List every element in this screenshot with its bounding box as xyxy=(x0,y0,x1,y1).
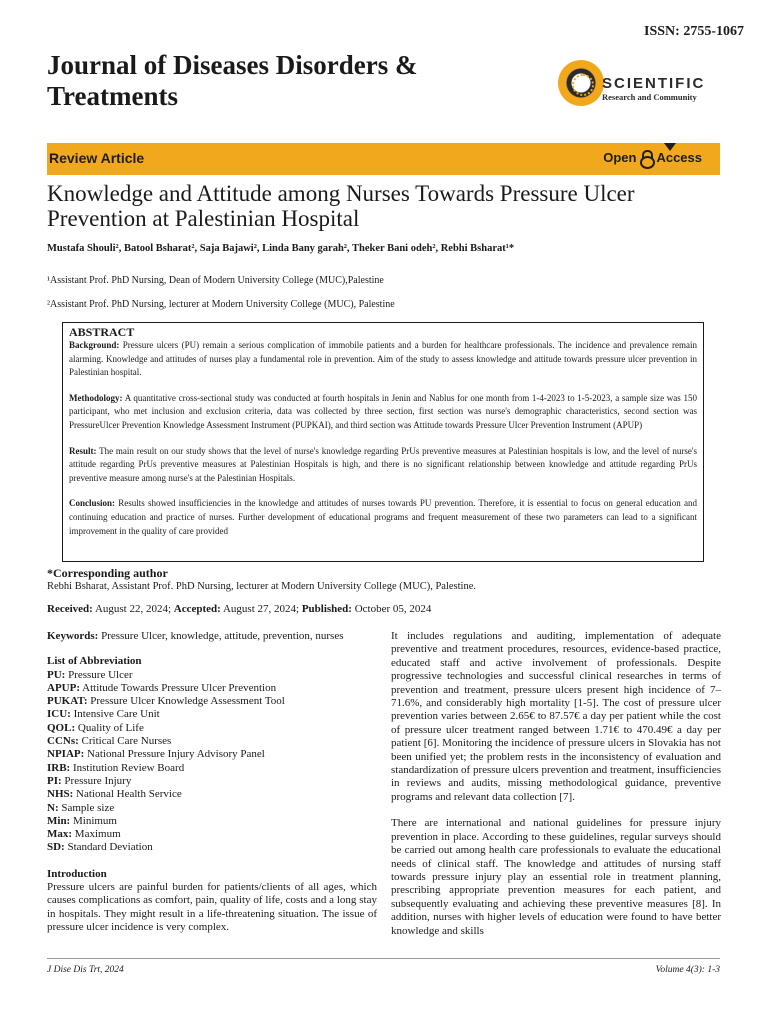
abbr-value: Pressure Ulcer Knowledge Assessment Tool xyxy=(87,695,285,708)
issn: ISSN: 2755-1067 xyxy=(644,24,744,39)
keywords-label: Keywords: xyxy=(47,630,99,642)
abbr-value: Institution Review Board xyxy=(70,761,185,774)
affiliation-2: ²Assistant Prof. PhD Nursing, lecturer at Modern University College (MUC), Palestine xyxy=(47,299,395,310)
journal-title: Journal of Diseases Disorders & Treatments xyxy=(47,50,418,111)
article-title: Knowledge and Attitude among Nurses Towards Pressure Ulcer Prevention at Palestinian Hospital xyxy=(47,181,635,231)
abstract-background xyxy=(69,339,697,380)
abbreviation-item xyxy=(47,735,377,748)
abstract-result xyxy=(69,445,697,486)
abbr-value: National Health Service xyxy=(73,788,182,801)
abbr-key: QOL: xyxy=(47,721,76,734)
publisher-logo[interactable] xyxy=(558,60,728,110)
published-date: October 05, 2024 xyxy=(351,603,432,615)
abbreviation-item xyxy=(47,682,377,695)
logo-wordmark: SCIENTIFIC xyxy=(602,75,706,92)
footer-citation: J Dise Dis Trt, 2024 xyxy=(47,965,124,975)
background-text: Pressure ulcers (PU) remain a serious complication of immobile patients and a burden for healthcare professionals. The incidence and prevalence remain alarming. Knowledge and attitudes of nurses play a fundamental role in prevention. Aim of the study to assess knowledge and attitude towards pressure ulcer prevention in Palestinian hospital. xyxy=(69,340,697,378)
abbr-value: National Pressure Injury Advisory Panel xyxy=(84,748,265,761)
corresponding-author-text: Rebhi Bsharat, Assistant Prof. PhD Nursing, lecturer at Modern University College (MUC), Palestine. xyxy=(47,581,476,592)
abbr-key: IRB: xyxy=(47,761,71,774)
abbr-value: Standard Deviation xyxy=(64,841,153,854)
abbreviation-item xyxy=(47,841,377,854)
abbreviation-item xyxy=(47,762,377,775)
methodology-text: A quantitative cross-sectional study was conducted at fourth hospitals in Jenin and Nablus for one month from 1-4-2023 to 1-5-2023, a sample size was 150 participant, who met inclusion and exclusion criteria, data was collected by three section, first section was nurse's demographic characteristics, second section was PressureUlcer Prevention Knowledge Assessment Instrument (PUPKAI), and third section was Attitude towards Pressure Ulcer Prevention Instrument (APUP) xyxy=(69,392,697,430)
abbreviation-item xyxy=(47,748,377,761)
abbreviation-heading: List of Abbreviation xyxy=(47,655,142,668)
abbr-key: SD: xyxy=(47,841,65,854)
abbreviation-item xyxy=(47,708,377,721)
abbr-value: Maximum xyxy=(72,828,121,841)
abstract-box xyxy=(62,322,704,562)
abbreviation-list xyxy=(47,669,377,855)
abbr-key: PUKAT: xyxy=(47,695,88,708)
abbr-value: Attitude Towards Pressure Ulcer Prevention xyxy=(80,681,277,694)
accepted-label: Accepted: xyxy=(173,603,221,615)
footer-divider xyxy=(47,958,720,959)
abbreviation-item xyxy=(47,669,377,682)
abbr-key: NHS: xyxy=(47,788,74,801)
open-lock-icon xyxy=(640,150,652,165)
keywords xyxy=(47,630,377,643)
footer-volume: Volume 4(3): 1-3 xyxy=(655,965,720,975)
background-label: Background: xyxy=(69,340,120,350)
right-column xyxy=(391,630,721,938)
conclusion-text: Results showed insufficiencies in the knowledge and attitudes of nurses towards PU prevention. Therefore, it is essential to focus on general education and continuing education and practice of nurses. Further development of educational programs and frequent measurement of these two parameters can lead to a significant improvement in the quality of care provided xyxy=(69,498,697,536)
abbr-key: CCNs: xyxy=(47,735,79,748)
introduction-heading: Introduction xyxy=(47,867,107,880)
published-label: Published: xyxy=(301,603,352,615)
author-list: Mustafa Shouli², Batool Bsharat², Saja Bajawi², Linda Bany garah², Theker Bani odeh², Rebhi Bsharat¹* xyxy=(47,243,515,254)
abbreviation-item xyxy=(47,775,377,788)
abbr-value: Minimum xyxy=(70,814,117,827)
abbreviation-item xyxy=(47,828,377,841)
received-date: August 22, 2024; xyxy=(92,603,174,615)
access-label: Access xyxy=(656,150,702,165)
open-label: Open xyxy=(603,150,637,165)
abstract-methodology xyxy=(69,392,697,433)
introduction-paragraph-2: It includes regulations and auditing, implementation of adequate preventive and treatment procedures, resources, evidence-based practice, educated staff and active involvement of professionals. Despite progressive technologies and successful clinical researches in terms of prevention and treatment, pressure ulcers present high incidence of 7–71.6%, and considerably high mortality [1-5]. The cost of pressure ulcer prevention varies between 2.65€ to 87.57€ a day per patient while the cost of pressure ulcer treatment ranged between 1.71€ to 470.49€ a day per patient [6]. Monitoring the incidence of pressure ulcers in Slovakia has not been unified yet; the problem rests in the inconsistency of evaluation and standardization of pressure ulcers prevention and treatment, insufficiencies in reviews and audits, missing methodological guidance, preventive programs and relevant data collection [7]. xyxy=(391,630,721,803)
abbreviation-item xyxy=(47,722,377,735)
result-text: The main result on our study shows that the level of nurse's knowledge regarding PrUs preventive measures at Palestinian hospitals is low, and the level of nurse's attitude regarding PrUs preventive measures at Palestinian Hospitals is high, and there is no significant relationship between knowledge and attitude regarding PrUs preventive measure among nurse's at the Palestinian Hospitals. xyxy=(69,445,697,483)
article-type-banner xyxy=(47,143,720,175)
abbr-key: PU: xyxy=(47,668,66,681)
abbr-value: Sample size xyxy=(58,801,115,814)
publication-dates xyxy=(47,603,431,615)
methodology-label: Methodology: xyxy=(69,392,123,403)
abbr-value: Quality of Life xyxy=(75,721,144,734)
abbreviation-item xyxy=(47,695,377,708)
abbr-key: Min: xyxy=(47,814,71,827)
abbreviation-item xyxy=(47,802,377,815)
abbreviation-item xyxy=(47,815,377,828)
conclusion-label: Conclusion: xyxy=(69,498,116,509)
abstract-conclusion xyxy=(69,497,697,538)
accepted-date: August 27, 2024; xyxy=(220,603,302,615)
abbr-key: Max: xyxy=(47,828,73,841)
abstract-heading: ABSTRACT xyxy=(69,325,135,339)
abbr-key: NPIAP: xyxy=(47,748,85,761)
left-column xyxy=(47,630,377,934)
logo-emblem-icon xyxy=(558,60,604,106)
abbr-key: PI: xyxy=(47,774,62,787)
introduction-paragraph-1: Pressure ulcers are painful burden for patients/clients of all ages, which causes complications as comfort, pain, quality of life, costs and a long stay in hospitals. They might result in a life-threatening situation. The issue of pressure ulcer incidence is very complex. xyxy=(47,881,377,933)
abbr-key: ICU: xyxy=(47,708,71,721)
article-type: Review Article xyxy=(49,150,145,166)
result-label: Result: xyxy=(69,445,97,456)
abbr-value: Critical Care Nurses xyxy=(78,735,172,748)
abbr-value: Pressure Ulcer xyxy=(65,668,133,681)
abbreviation-item xyxy=(47,788,377,801)
logo-subtitle: Research and Community xyxy=(602,92,697,102)
received-label: Received: xyxy=(47,603,93,615)
open-access-badge[interactable] xyxy=(603,150,702,165)
corresponding-author-heading: *Corresponding author xyxy=(47,566,168,580)
affiliation-1: ¹Assistant Prof. PhD Nursing, Dean of Modern University College (MUC),Palestine xyxy=(47,275,384,286)
abbr-value: Pressure Injury xyxy=(61,774,132,787)
keywords-text: Pressure Ulcer, knowledge, attitude, prevention, nurses xyxy=(98,630,344,642)
abbr-key: N: xyxy=(47,801,59,814)
abbr-key: APUP: xyxy=(47,681,80,694)
introduction-paragraph-3: There are international and national guidelines for pressure injury prevention in place. According to these guidelines, regular surveys should be carried out among health care professionals to evaluate the educational needs of clinical staff. The knowledge and attitudes of nursing staff towards pressure injury play an essential role in treatment planning, prescribing appropriate prevention measures for each patient, and subsequently evaluating and achieving these preventive measures [8]. In addition, nurses with higher levels of education were found to have better knowledge and skills xyxy=(391,817,721,937)
abbr-value: Intensive Care Unit xyxy=(70,708,160,721)
